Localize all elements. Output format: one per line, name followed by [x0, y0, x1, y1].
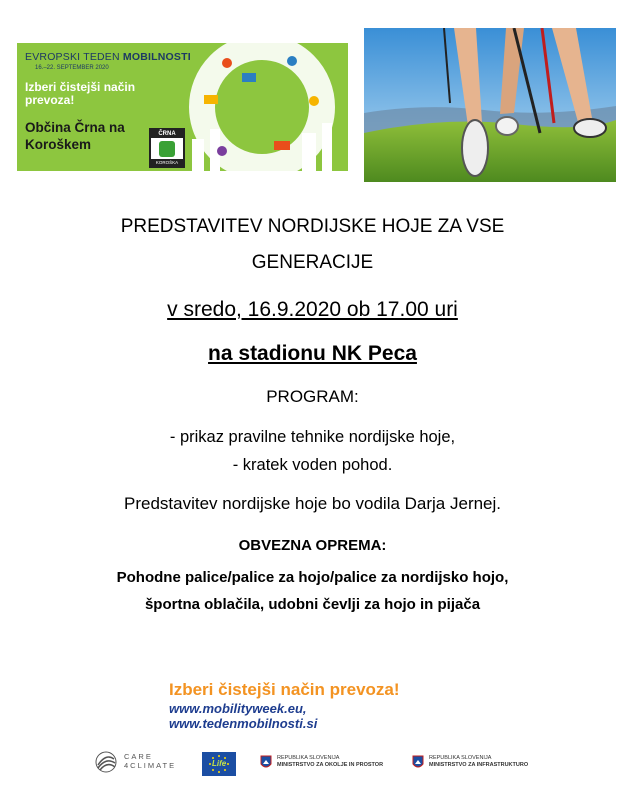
event-title-line1: PREDSTAVITEV NORDIJSKE HOJE ZA VSE [120, 216, 505, 237]
slovenia-crest-icon [412, 755, 424, 770]
banner-slogan: Izberi čistejši način prevoza! [25, 80, 136, 107]
mobility-graphic-icon [182, 43, 348, 171]
nordic-walking-photo [364, 28, 616, 182]
care4climate-logo-icon [95, 751, 117, 773]
footer-slogan: Izberi čistejši način prevoza! [169, 680, 400, 699]
banner-municipality: Občina Črna na Koroškem [25, 120, 125, 152]
event-date-time: v sredo, 16.9.2020 ob 17.00 uri [167, 298, 458, 321]
leader-text: Predstavitev nordijske hoje bo vodila Darja Jernej. [123, 494, 502, 513]
municipality-crest-icon: ČRNA KOROŠKA [149, 128, 185, 168]
event-location: na stadionu NK Peca [208, 342, 417, 365]
program-heading: PROGRAM: [266, 387, 359, 406]
equipment-line1: Pohodne palice/palice za hojo/palice za nordijsko hojo, [116, 569, 509, 586]
care4climate-label: CARE 4CLIMATE [124, 752, 177, 770]
tedenmobilnosti-link[interactable]: www.tedenmobilnosti.si [169, 716, 318, 731]
eu-life-logo [202, 752, 236, 776]
slovenia-crest-icon [260, 755, 272, 770]
life-label: Life [212, 759, 227, 768]
banner-dates: 16.–22. SEPTEMBER 2020 [35, 65, 109, 71]
ministry-infrastructure-label: REPUBLIKA SLOVENIJA MINISTRSTVO ZA INFRASTRUKTURO [429, 755, 529, 768]
banner-title: EVROPSKI TEDEN MOBILNOSTI [25, 51, 191, 63]
ministry-environment-label: REPUBLIKA SLOVENIJA MINISTRSTVO ZA OKOLJE IN PROSTOR [277, 755, 384, 768]
program-item: - kratek voden pohod. [232, 456, 393, 474]
equipment-line2: športna oblačila, udobni čevlji za hojo in pijača [144, 596, 481, 613]
mobility-week-banner [17, 43, 348, 171]
program-item: - prikaz pravilne tehnike nordijske hoje, [169, 428, 456, 446]
equipment-heading: OBVEZNA OPREMA: [238, 537, 387, 554]
event-title-line2: GENERACIJE [251, 252, 374, 273]
mobilityweek-link[interactable]: www.mobilityweek.eu, [169, 701, 307, 716]
